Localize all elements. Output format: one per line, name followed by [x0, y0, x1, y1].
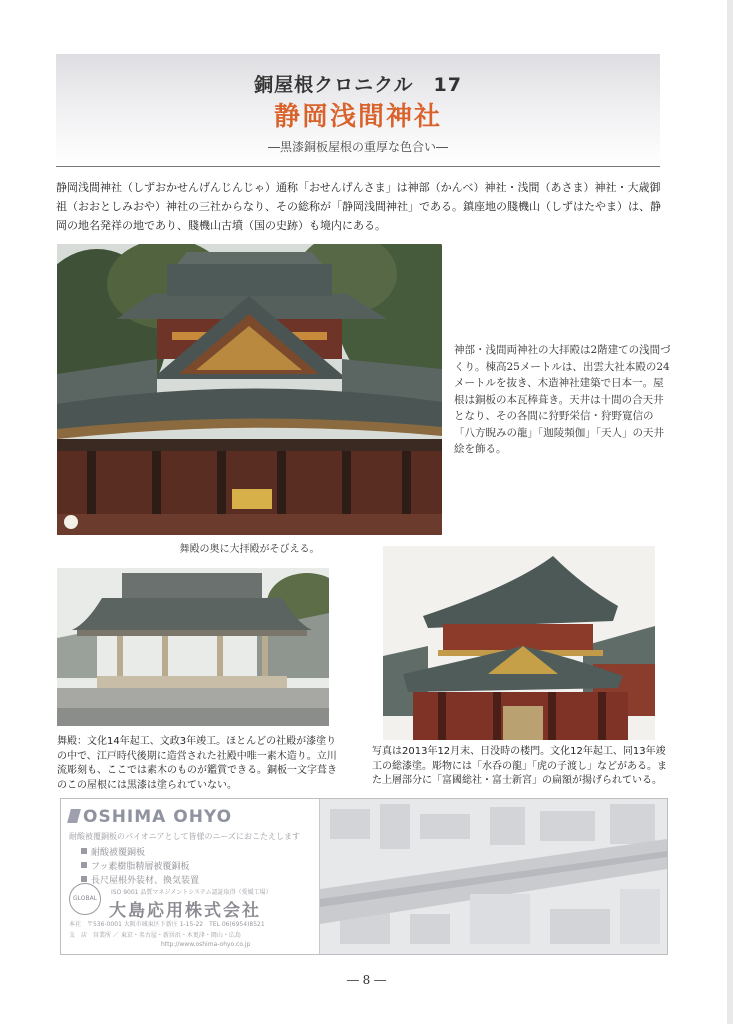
ad-company-name: 大島応用株式会社 — [109, 901, 261, 921]
ad-city-image — [320, 799, 667, 954]
page-number: ― 8 ― — [346, 973, 387, 987]
ad-product-item: 長尺屋根外装材、換気装置 — [91, 873, 199, 886]
ad-tagline: 耐酸被覆銅板のパイオニアとして皆様のニーズにおこたえします — [69, 832, 301, 841]
main-hall-photo — [57, 244, 442, 535]
intro-paragraph: 静岡浅間神社（しずおかせんげんじんじゃ）通称「おせんげんさま」は神部（かんべ）神社・浅間（あさま）神社・大歳御祖（おおとしみおや）神社の三社からなり、その総称が「静岡浅間神社」である。鎮座地の賤機山（しずはたやま）は、静岡の地名発祥の地であり、賤機山古墳（国の史跡）も境内にある。 — [56, 181, 661, 232]
maiden-hall-caption: 舞殿：文化14年起工、文政3年竣工。ほとんどの社殿が漆塗りの中で、江戸時代後期に造営された社殿中唯一素木造り。立川流彫刻も、ここでは素木のものが鑑賞できる。銅板一文字葺きのこの屋根には黒漆は塗られていない。 — [57, 736, 337, 791]
ad-brand: OSHIMA OHYO — [83, 807, 233, 827]
tower-gate-photo — [383, 546, 655, 740]
article-title: 静岡浅間神社 — [273, 102, 442, 132]
ad-text-panel — [61, 799, 320, 954]
global-logo-icon: GLOBAL — [69, 883, 101, 915]
maiden-hall-photo — [57, 568, 329, 726]
series-title: 銅屋根クロニクル 17 — [254, 74, 462, 96]
ad-url: http://www.oshima-ohyo.co.jp — [161, 941, 251, 948]
brand-mark-icon — [67, 809, 81, 823]
advertisement — [60, 798, 668, 955]
ad-product-item: 耐酸被覆銅板 — [91, 845, 145, 858]
ad-iso-note: ISO 9001 品質マネジメントシステム認証取得（愛媛工場） — [111, 889, 272, 896]
page-edge — [727, 0, 733, 1024]
article-subtitle: ―黒漆銅板屋根の重厚な色合い― — [267, 140, 448, 154]
main-hall-description: 神部・浅間両神社の大拝殿は2階建ての浅間づくり。棟高25メートルは、出雲大社本殿の24メートルを抜き、木造神社建築で日本一。屋根は銅板の本瓦棒葺き。天井は十間の合天井となり、その各間に狩野栄信・狩野寛信の「八方睨みの龍」「迦陵頻伽」「天人」の天井絵を飾る。 — [454, 344, 671, 455]
main-photo-caption: 舞殿の奥に大拝殿がそびえる。 — [179, 544, 320, 555]
article-header — [56, 54, 660, 167]
ad-branches: 支 店 営業所 ／ 東京・名古屋・新居浜・木更津・岡山・広島 — [69, 932, 241, 939]
ad-address: 本社 〒536-0001 大阪市城東区下新庄 1-15-22 TEL 06(6954)8521 — [69, 921, 265, 928]
ad-product-item: フッ素樹脂精層被覆銅板 — [91, 859, 189, 872]
tower-gate-caption: 写真は2013年12月末、日没時の楼門。文化12年起工、同13年竣工の総漆塗。彫物には「水呑の龍」「虎の子渡し」などがある。また上層部分に「富國総社・富士新宮」の扁額が揚げられている。 — [372, 746, 667, 786]
